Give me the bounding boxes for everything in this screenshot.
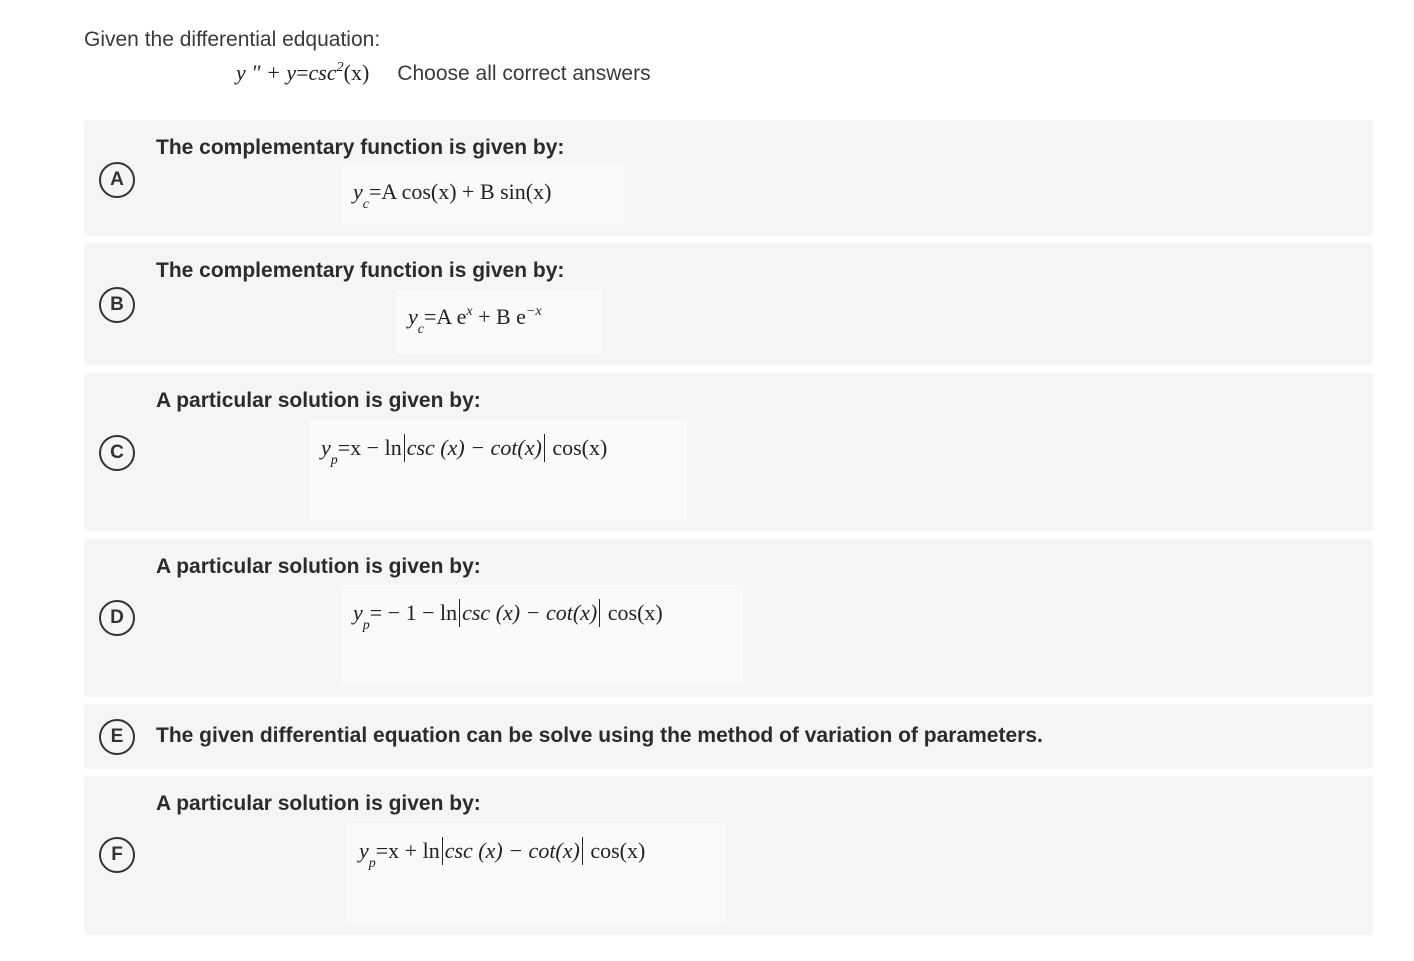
option-letter-b[interactable]: B — [99, 287, 135, 323]
option-c-text: A particular solution is given by: — [156, 389, 481, 412]
option-letter-d[interactable]: D — [99, 600, 135, 636]
formula-post: cos(x) — [546, 435, 608, 460]
option-f-text: A particular solution is given by: — [156, 792, 481, 815]
abs-bar-right — [599, 599, 600, 627]
equation-power: 2 — [336, 60, 344, 75]
abs-bar-left — [404, 434, 405, 462]
formula-pre: = − 1 − ln — [369, 600, 458, 625]
formula-var: y — [353, 179, 363, 204]
equation-eq: = — [296, 60, 309, 85]
answer-option-e[interactable] — [84, 704, 1373, 769]
option-letter-a[interactable]: A — [99, 162, 135, 198]
question-equation-line — [236, 60, 651, 86]
answer-option-a[interactable] — [84, 120, 1373, 236]
option-letter-e[interactable]: E — [99, 719, 135, 755]
formula-sup2: −x — [525, 304, 542, 319]
formula-var: y — [359, 838, 369, 863]
option-d-text: A particular solution is given by: — [156, 555, 481, 578]
option-c-formula — [309, 420, 687, 520]
abs-bar-left — [442, 837, 443, 865]
answer-option-c[interactable] — [84, 373, 1373, 531]
formula-var: y — [353, 600, 363, 625]
option-b-text: The complementary function is given by: — [156, 259, 565, 282]
option-a-formula — [341, 165, 624, 224]
formula-sub: c — [362, 197, 369, 212]
equation-lhs: y " + y — [236, 60, 297, 85]
answer-option-d[interactable] — [84, 539, 1373, 697]
option-e-text: The given differential equation can be solve using the method of variation of parameters. — [156, 724, 1043, 747]
formula-sup1: x — [466, 304, 473, 319]
formula-abs: csc (x) − cot(x) — [444, 838, 580, 863]
answer-option-f[interactable] — [84, 776, 1373, 935]
formula-abs: csc (x) − cot(x) — [406, 435, 542, 460]
formula-post: cos(x) — [584, 838, 646, 863]
question-equation — [236, 60, 369, 86]
formula-abs: csc (x) − cot(x) — [462, 600, 598, 625]
formula-post: cos(x) — [602, 600, 663, 625]
abs-bar-right — [544, 434, 545, 462]
formula-sub: p — [362, 618, 370, 633]
equation-arg: (x) — [343, 60, 370, 85]
formula-pre: =x + ln — [375, 838, 440, 863]
formula-part2: + B e — [472, 304, 526, 329]
option-letter-c[interactable]: C — [99, 435, 135, 471]
answer-option-b[interactable] — [84, 243, 1373, 365]
formula-var: y — [408, 304, 418, 329]
option-f-formula — [347, 823, 725, 923]
formula-part1: =A e — [423, 304, 467, 329]
option-b-formula — [396, 290, 602, 354]
formula-var: y — [321, 435, 331, 460]
question-prompt: Given the differential edquation: — [84, 28, 381, 51]
instruction-text: Choose all correct answers — [397, 62, 651, 85]
equation-rhs: csc — [308, 60, 337, 85]
option-a-text: The complementary function is given by: — [156, 136, 565, 159]
formula-pre: =x − ln — [337, 435, 402, 460]
formula-sub: p — [368, 856, 376, 871]
option-letter-f[interactable]: F — [99, 837, 135, 873]
abs-bar-right — [582, 837, 583, 865]
formula-sub: c — [417, 322, 424, 337]
formula-sub: p — [330, 453, 338, 468]
abs-bar-left — [459, 599, 460, 627]
option-d-formula — [341, 585, 743, 685]
formula-expr: =A cos(x) + B sin(x) — [368, 179, 552, 204]
